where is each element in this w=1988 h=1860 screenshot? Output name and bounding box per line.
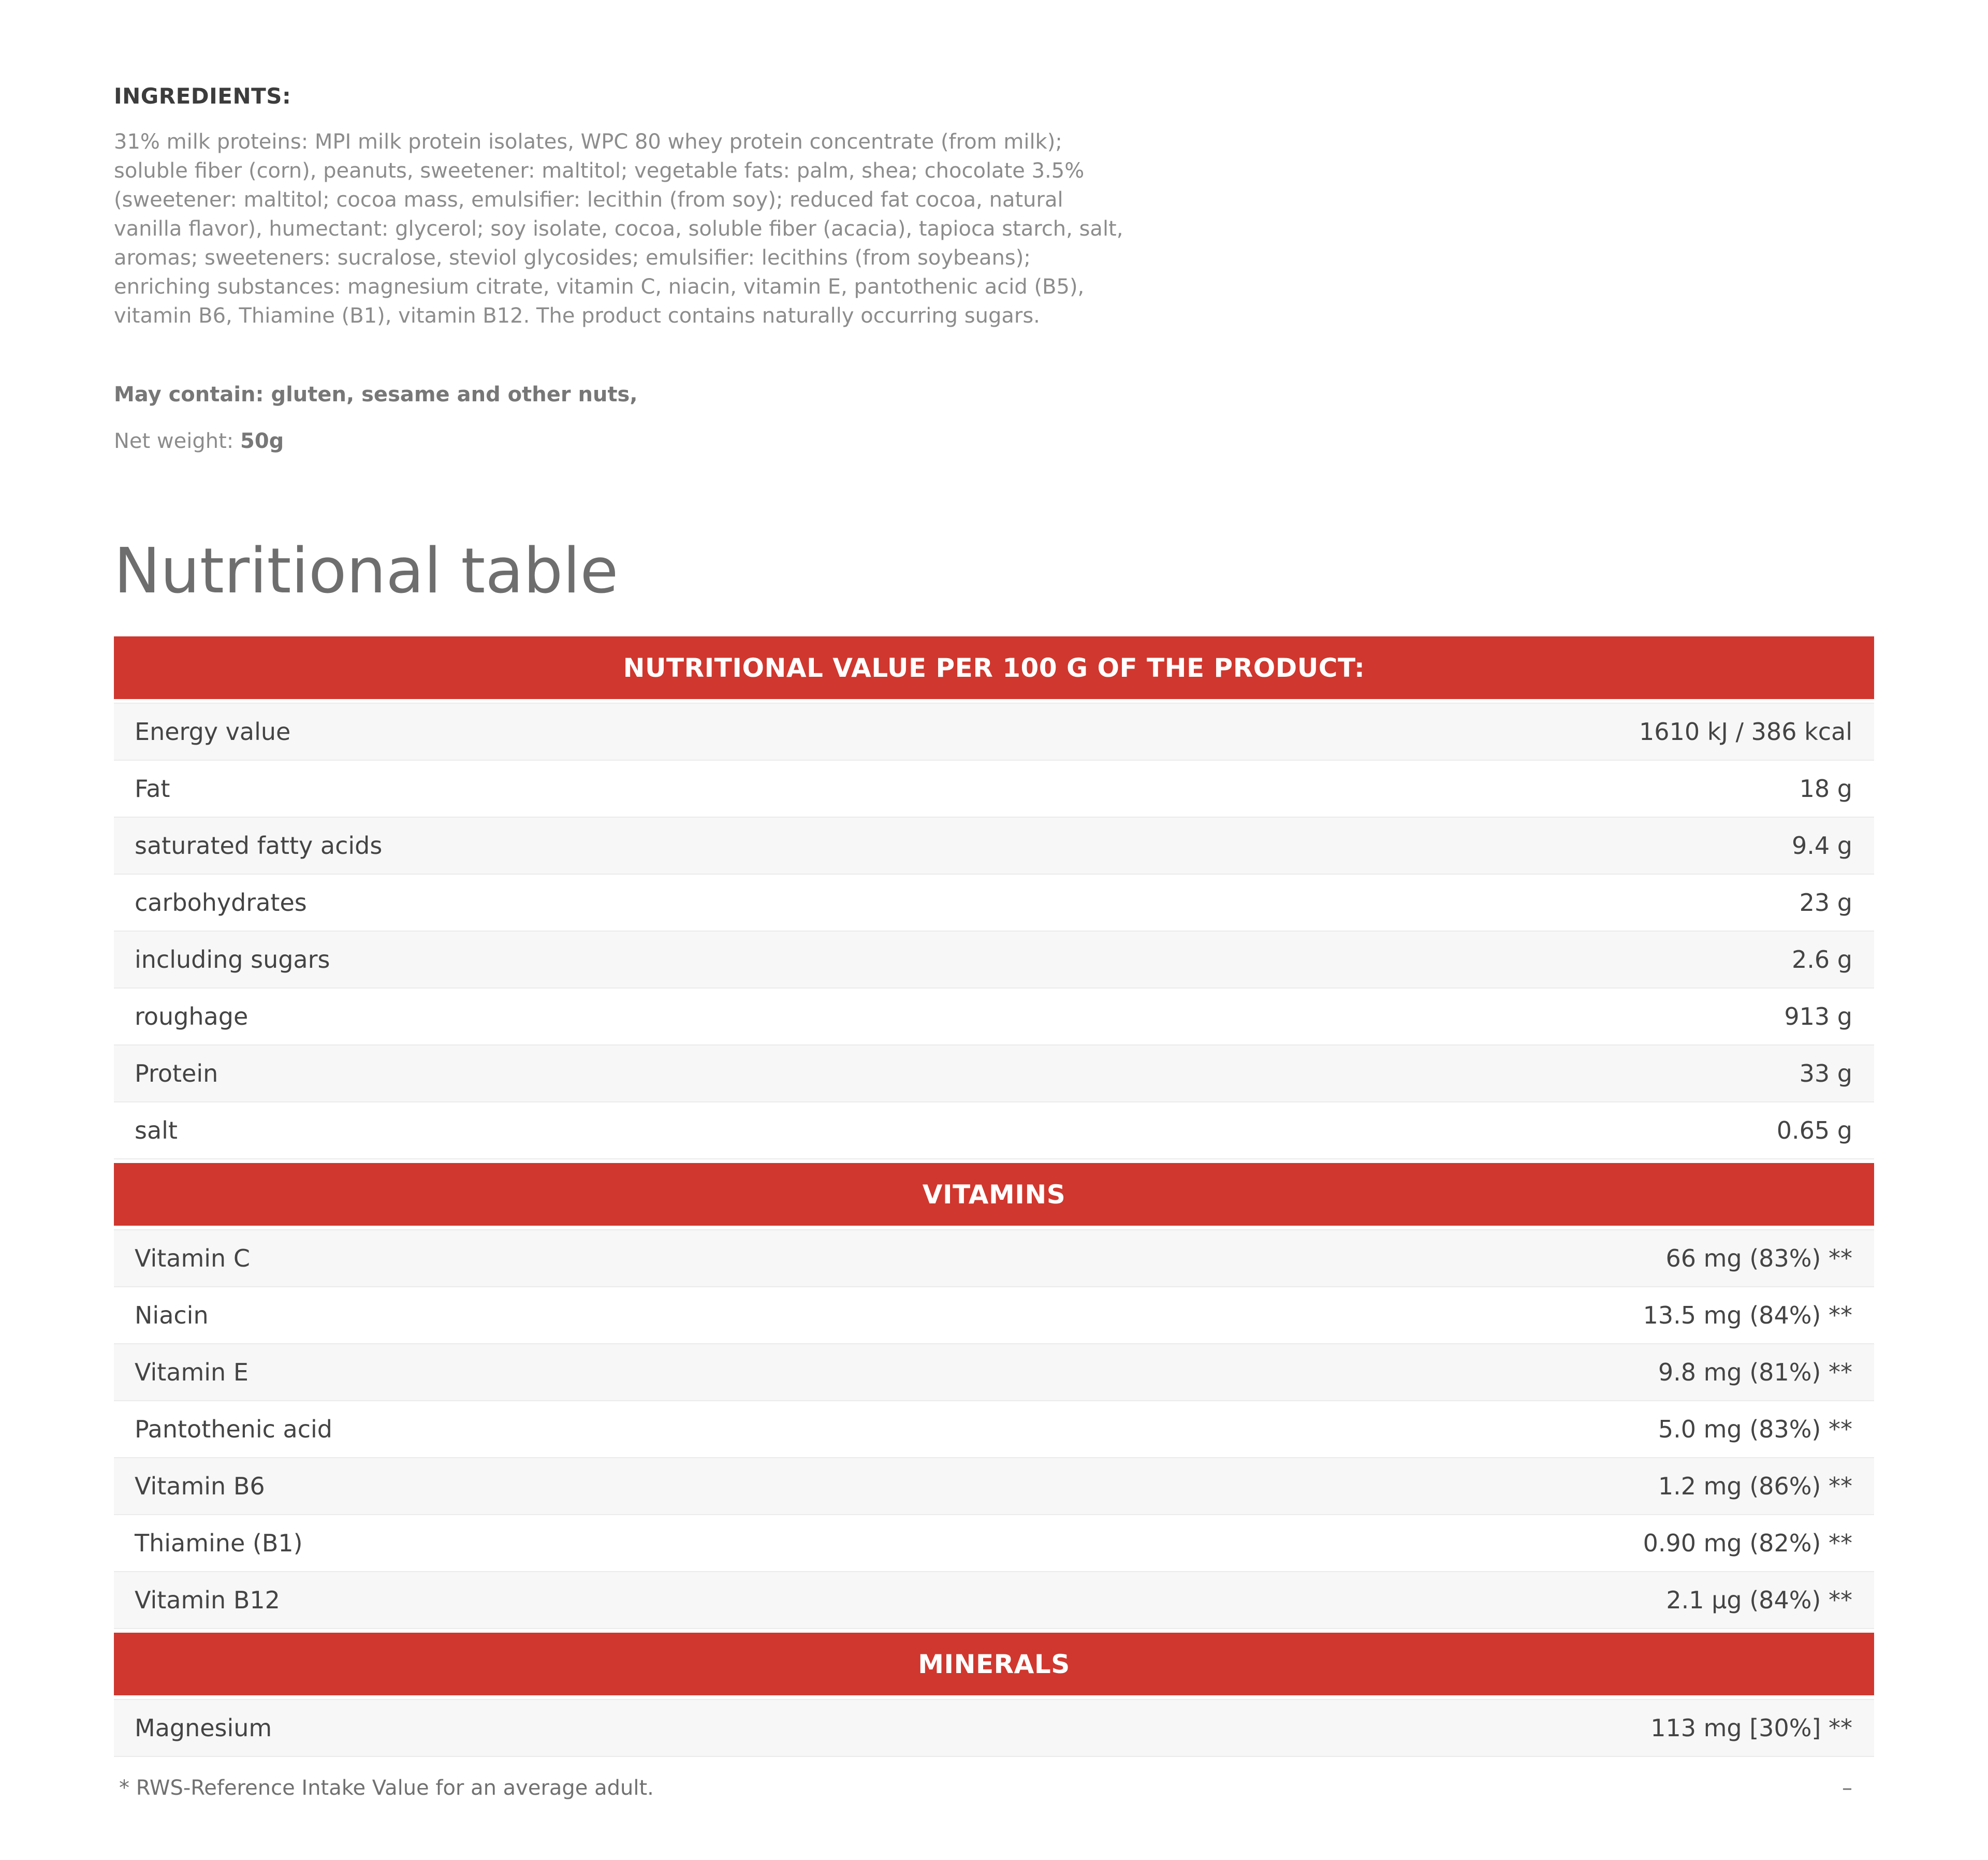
table-row (114, 1101, 1874, 1159)
row-value: 2.1 µg (84%) ** (1666, 1586, 1852, 1614)
row-value: 18 g (1799, 775, 1852, 803)
table-row (114, 817, 1874, 874)
row-label: Vitamin E (135, 1358, 248, 1386)
row-value: 1.2 mg (86%) ** (1658, 1472, 1852, 1500)
table-row (114, 1457, 1874, 1514)
row-value: 13.5 mg (84%) ** (1643, 1301, 1852, 1329)
net-weight (114, 427, 284, 456)
row-label: Thiamine (B1) (135, 1529, 303, 1557)
nutritional-value-rows (114, 703, 1874, 1159)
nutritional-table-title: Nutritional table (114, 535, 619, 607)
row-label: Fat (135, 775, 170, 803)
row-label: Energy value (135, 718, 291, 746)
row-label: including sugars (135, 946, 330, 973)
vitamins-rows (114, 1229, 1874, 1629)
section-header-vitamins: VITAMINS (114, 1163, 1874, 1226)
row-label: saturated fatty acids (135, 832, 383, 860)
row-label: Magnesium (135, 1714, 272, 1742)
net-weight-value: 50g (240, 429, 284, 453)
row-value: 33 g (1799, 1059, 1852, 1087)
footnote-dash: – (1842, 1776, 1852, 1800)
row-label: Vitamin B12 (135, 1586, 280, 1614)
row-value: 9.8 mg (81%) ** (1658, 1358, 1852, 1386)
row-value: 23 g (1799, 889, 1852, 917)
section-header-minerals: MINERALS (114, 1633, 1874, 1695)
ingredients-heading: INGREDIENTS: (114, 83, 291, 109)
row-label: Protein (135, 1059, 218, 1087)
row-label: carbohydrates (135, 889, 307, 917)
nutrition-table (114, 636, 1874, 1804)
row-value: 913 g (1784, 1002, 1852, 1030)
row-value: 0.90 mg (82%) ** (1643, 1529, 1852, 1557)
table-row (114, 1044, 1874, 1101)
row-value: 0.65 g (1776, 1116, 1852, 1144)
row-value: 2.6 g (1792, 946, 1852, 973)
table-row (114, 1571, 1874, 1629)
footnote (114, 1772, 1874, 1804)
row-label: Vitamin C (135, 1244, 250, 1272)
row-label: Pantothenic acid (135, 1415, 332, 1443)
row-label: roughage (135, 1002, 248, 1030)
section-header-nutritional-value: NUTRITIONAL VALUE PER 100 G OF THE PRODUCT: (114, 636, 1874, 699)
table-row (114, 1286, 1874, 1343)
table-row (114, 1400, 1874, 1457)
net-weight-label: Net weight: (114, 429, 234, 453)
row-label: Niacin (135, 1301, 209, 1329)
ingredients-text: 31% milk proteins: MPI milk protein isolates, WPC 80 whey protein concentrate (from milk); soluble fiber (corn), peanuts, sweetener: maltitol; vegetable fats: palm, shea; chocolate 3.5% (sweetener: maltitol; cocoa mass, emulsifier: lecithin (from soy); reduced fat cocoa, natural vanilla flavor), humectant: glycerol; soy isolate, cocoa, soluble fiber (acacia), tapioca starch, salt, aromas; sweeteners: sucralose, steviol glycosides; emulsifier: lecithins (from soybeans); enriching substances: magnesium citrate, vitamin C, niacin, vitamin E, pantothenic acid (B5), vitamin B6, Thiamine (B1), vitamin B12. The product contains naturally occurring sugars. (114, 130, 1123, 328)
row-label: Vitamin B6 (135, 1472, 265, 1500)
row-value: 113 mg [30%] ** (1650, 1714, 1852, 1742)
table-row (114, 874, 1874, 931)
row-value: 66 mg (83%) ** (1665, 1244, 1852, 1272)
table-row (114, 987, 1874, 1044)
row-label: salt (135, 1116, 178, 1144)
row-value: 9.4 g (1792, 832, 1852, 860)
table-row (114, 1343, 1874, 1400)
table-row (114, 1229, 1874, 1286)
row-value: 1610 kJ / 386 kcal (1639, 718, 1852, 746)
table-row (114, 703, 1874, 760)
minerals-rows (114, 1699, 1874, 1757)
table-row (114, 931, 1874, 987)
table-row (114, 1699, 1874, 1757)
table-row (114, 1514, 1874, 1571)
footnote-text: * RWS-Reference Intake Value for an average adult. (119, 1776, 654, 1800)
table-row (114, 760, 1874, 817)
allergen-warning: May contain: gluten, sesame and other nuts, (114, 383, 638, 406)
row-value: 5.0 mg (83%) ** (1658, 1415, 1852, 1443)
